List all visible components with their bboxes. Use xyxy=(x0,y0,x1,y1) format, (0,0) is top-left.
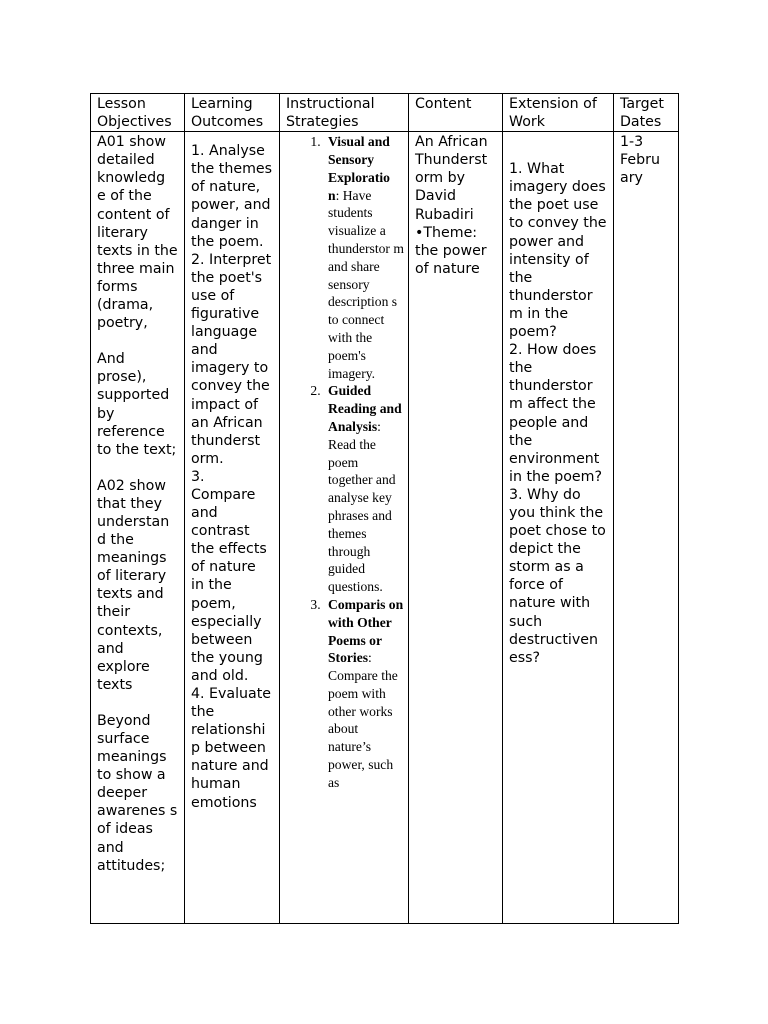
content-text: An African Thunderst orm by David Rubadiri •Theme: the power of nature xyxy=(415,134,488,277)
strategy-text: Compare the poem with other works about nature’s power, such as xyxy=(328,668,398,790)
objectives-cell xyxy=(91,132,185,924)
header-lesson-objectives: Lesson Objectives xyxy=(91,94,185,132)
strategies-list xyxy=(284,133,404,791)
header-target-dates: Target Dates xyxy=(614,94,679,132)
strategy-text: Have students visualize a thunderstor m and share sensory description s to connect with the poem's imagery. xyxy=(328,187,404,381)
objective-paragraph: A02 show that they understan d the meanings of literary texts and their contexts, and explore texts xyxy=(97,477,170,693)
strategy-title: Visual and Sensory Exploratio n xyxy=(328,134,390,203)
content-cell xyxy=(409,132,503,924)
objective-paragraph: Beyond surface meanings to show a deeper awarenes s of ideas and attitudes; xyxy=(97,712,178,874)
strategy-text: Read the poem together and analyse key phrases and themes through guided questions. xyxy=(328,436,396,595)
body-row xyxy=(91,132,679,924)
header-extension-of-work: Extension of Work xyxy=(503,94,614,132)
strategy-item: 1. Visual and Sensory Exploratio n: Have students visualize a thunderstor m and share sensory description s to connect with the poem's imagery. xyxy=(324,133,404,382)
target-dates-text: 1-3 Febru ary xyxy=(620,134,660,187)
outcomes-cell xyxy=(185,132,280,924)
extension-cell xyxy=(503,132,614,924)
strategy-item: 2. Guided Reading and Analysis: Read the poem together and analyse key phrases and themes through guided questions. xyxy=(324,382,404,596)
strategies-cell xyxy=(280,132,409,924)
strategy-item: 3. Comparis on with Other Poems or Stories: Compare the poem with other works about nature’s power, such as xyxy=(324,596,404,792)
header-instructional-strategies: Instructional Strategies xyxy=(280,94,409,132)
objective-paragraph: A01 show detailed knowledg e of the content of literary texts in the three main forms (drama, poetry, xyxy=(97,134,178,332)
header-content: Content xyxy=(409,94,503,132)
header-learning-outcomes: Learning Outcomes xyxy=(185,94,280,132)
strategy-title: Comparis on with Other Poems or Stories xyxy=(328,596,404,666)
lesson-plan-table xyxy=(90,93,679,924)
strategy-title: Guided Reading and Analysis xyxy=(328,383,402,434)
outcomes-text: 1. Analyse the themes of nature, power, and danger in the poem. 2. Interpret the poet's use of figurative language and imagery to convey the impact of an African thunderst orm. 3. Compare and contrast the effects of nature in the poem, especially between the young and old. 4. Evaluate the relationshi p between nature and human emotions xyxy=(191,143,273,811)
target-dates-cell xyxy=(614,132,679,924)
header-row xyxy=(91,94,679,132)
extension-text: 1. What imagery does the poet use to convey the power and intensity of the thunderstor m in the poem? 2. How does the thunderstor m affect the people and the environment in the poem? 3. Why do you think the poet chose to depict the storm as a force of nature with such destructiven ess? xyxy=(509,161,607,666)
objective-paragraph: And prose), supported by reference to the text; xyxy=(97,351,177,458)
